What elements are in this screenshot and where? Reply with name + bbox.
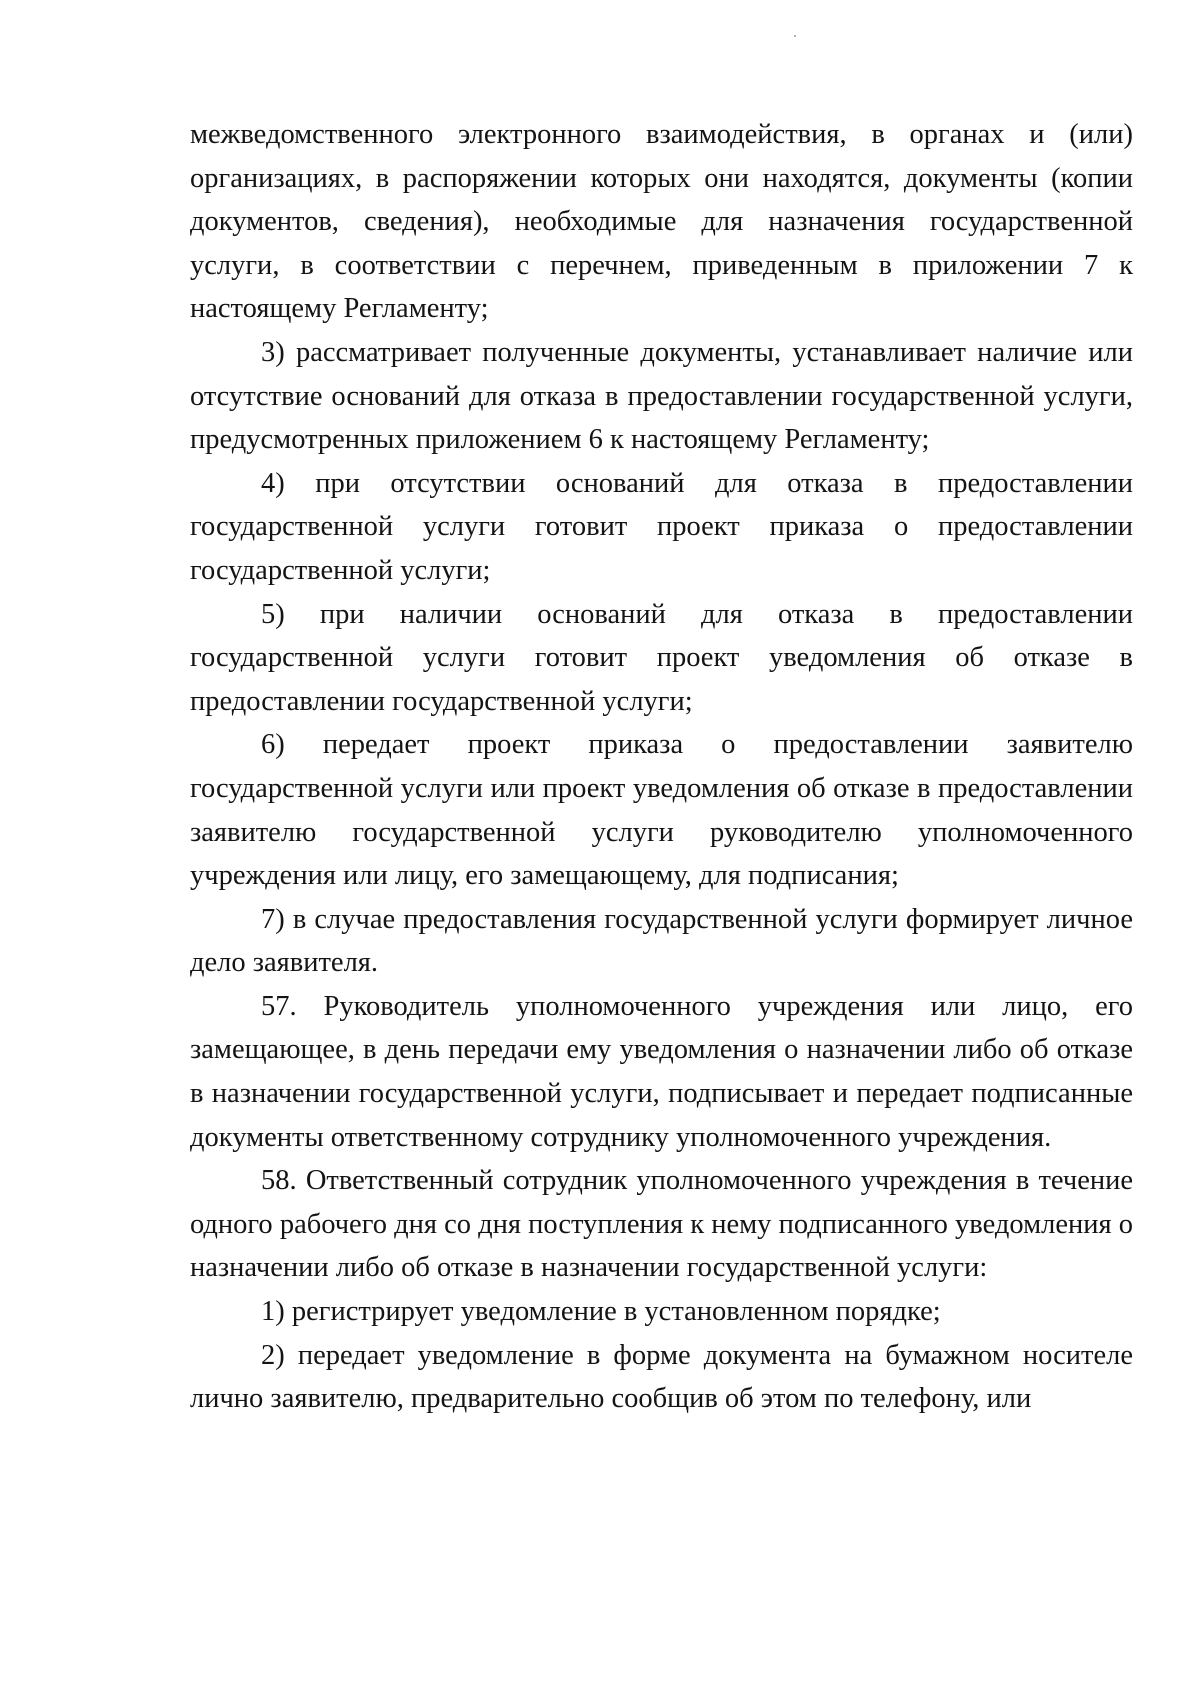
paragraph-clause-58-item-1: 1) регистрирует уведомление в установленном порядке; <box>261 1296 941 1328</box>
paragraph-continuation: межведомственного электронного взаимодействия, в органах и (или) организациях, в распоряжении которых они находятся, документы (копии документов, сведения), необходимые для назначения государственной услуги, в соответствии с перечнем, приведенным в приложении 7 к настоящему Регламенту; <box>190 119 1133 325</box>
paragraph-item-6: 6) передает проект приказа о предоставлении заявителю государственной услуги или проект уведомления об отказе в предоставлении заявителю государственной услуги руководителю уполномоченного учреждения или лицу, его замещающему, для подписания; <box>190 729 1133 892</box>
paragraph-item-5: 5) при наличии оснований для отказа в предоставлении государственной услуги готовит проект уведомления об отказе в предоставлении государственной услуги; <box>190 598 1133 717</box>
paragraph-clause-57: 57. Руководитель уполномоченного учреждения или лицо, его замещающее, в день передачи ему уведомления о назначении либо об отказе в назначении государственной услуги, подписывает и передает подписанные документы ответственному сотруднику уполномоченного учреждения. <box>190 990 1133 1153</box>
document-body <box>190 113 1133 1421</box>
paragraph-clause-58-item-2: 2) передает уведомление в форме документа на бумажном носителе лично заявителю, предварительно сообщив об этом по телефону, или <box>190 1339 1133 1415</box>
paragraph-item-3: 3) рассматривает полученные документы, устанавливает наличие или отсутствие оснований для отказа в предоставлении государственной услуги, предусмотренных приложением 6 к настоящему Регламенту; <box>190 336 1133 456</box>
scan-speck <box>794 35 796 37</box>
paragraph-item-4: 4) при отсутствии оснований для отказа в предоставлении государственной услуги готовит проект приказа о предоставлении государственной услуги; <box>190 467 1133 586</box>
paragraph-clause-58: 58. Ответственный сотрудник уполномоченного учреждения в течение одного рабочего дня со дня поступления к нему подписанного уведомления о назначении либо об отказе в назначении государственной услуги: <box>190 1165 1133 1284</box>
paragraph-item-7: 7) в случае предоставления государственной услуги формирует личное дело заявителя. <box>190 903 1133 979</box>
